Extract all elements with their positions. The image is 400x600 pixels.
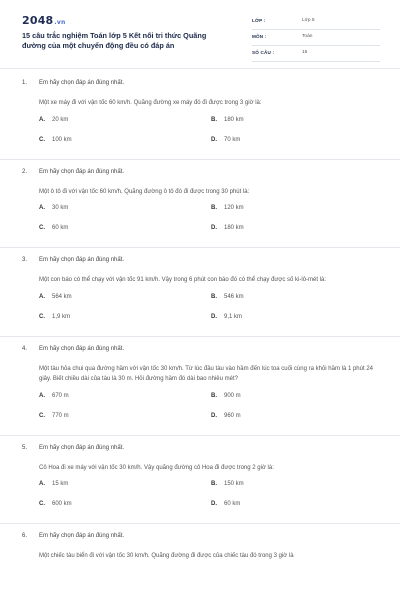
option-letter: C. (39, 501, 45, 507)
option-text: 70 km (224, 136, 241, 143)
question-divider (0, 435, 400, 436)
option-text: 1,9 km (52, 313, 71, 320)
option-letter: B. (211, 293, 217, 300)
option-text: 960 m (224, 412, 241, 419)
question-5 (22, 441, 382, 525)
option-b[interactable] (211, 205, 244, 211)
meta-value: Lớp 5 (302, 18, 315, 23)
option-letter: D. (211, 412, 217, 419)
meta-key: SỐ CÂU : (252, 50, 275, 55)
option-letter: A. (39, 205, 45, 211)
question-header (22, 253, 382, 267)
option-text: 150 km (224, 481, 244, 487)
option-text: 60 km (52, 225, 69, 231)
question-number: 4. (22, 345, 28, 352)
question-header (22, 342, 382, 356)
option-c[interactable] (39, 413, 69, 419)
option-letter: B. (211, 392, 217, 399)
meta-value: 15 (302, 50, 308, 55)
question-4 (22, 342, 382, 436)
option-b[interactable] (211, 481, 244, 487)
question-stem: Một chiếc tàu biển đi với vận tốc 30 km/h. Quãng đường đi được của chiếc tàu đó trong 3 giờ là (39, 553, 294, 559)
question-number: 1. (22, 80, 28, 86)
option-text: 20 km (52, 116, 69, 123)
option-row (39, 413, 382, 433)
option-b[interactable] (211, 393, 241, 399)
answer-options (39, 205, 382, 245)
question-header (22, 441, 382, 455)
worksheet-meta (252, 14, 380, 62)
option-text: 770 m (52, 412, 69, 419)
question-instruction: Em hãy chọn đáp án đúng nhất. (39, 345, 125, 352)
option-a[interactable] (39, 481, 68, 487)
option-letter: D. (211, 225, 217, 231)
option-row (39, 393, 382, 413)
question-header (22, 529, 382, 543)
question-2 (22, 165, 382, 249)
option-row (39, 117, 382, 137)
question-divider (0, 336, 400, 337)
worksheet-header (22, 14, 382, 64)
option-letter: C. (39, 136, 45, 143)
option-letter: C. (39, 313, 45, 320)
option-d[interactable] (211, 137, 240, 143)
option-a[interactable] (39, 205, 68, 211)
option-text: 900 m (224, 392, 241, 399)
question-stem: Cô Hoa đi xe máy với vận tốc 30 km/h. Vậy quãng đường cô Hoa đi được trong 2 giờ là: (39, 464, 274, 471)
meta-row-grade (252, 14, 380, 30)
question-number: 6. (22, 533, 28, 539)
meta-row-count (252, 46, 380, 62)
option-row (39, 314, 382, 334)
option-letter: A. (39, 392, 45, 399)
question-stem: Một tàu hỏa chui qua đường hầm với vận tốc 30 km/h. Từ lúc đầu tàu vào hầm đến lúc toa cuối cùng ra khỏi hầm là 1 phút 24 giây. Biết chiều dài của tàu là 30 m. Hỏi đường hầm đó dài bao nhiêu mét? (39, 365, 373, 382)
meta-key: MÔN : (252, 34, 267, 39)
option-text: 670 m (52, 392, 69, 399)
question-divider (0, 247, 400, 248)
option-row (39, 294, 382, 314)
answer-options (39, 117, 382, 157)
option-row (39, 481, 382, 501)
question-list (22, 76, 382, 562)
option-a[interactable] (39, 294, 72, 300)
question-stem: Một ô tô đi với vận tốc 60 km/h. Quãng đường ô tô đó đi được trong 30 phút là: (39, 188, 250, 195)
option-text: 30 km (52, 205, 69, 211)
meta-row-subject (252, 30, 380, 46)
header-divider (0, 68, 400, 69)
question-header (22, 165, 382, 179)
option-text: 180 km (224, 116, 244, 123)
question-instruction: Em hãy chọn đáp án đúng nhất. (39, 168, 125, 175)
logo-text: 2048 (22, 14, 54, 27)
meta-value: Toán (302, 34, 313, 39)
option-d[interactable] (211, 501, 240, 507)
option-a[interactable] (39, 117, 68, 123)
option-d[interactable] (211, 314, 242, 320)
worksheet-title: 15 câu trắc nghiệm Toán lớp 5 Kết nối tri thức Quãng đường của một chuyển động đều có đáp án (22, 31, 207, 50)
option-c[interactable] (39, 225, 68, 231)
answer-options (39, 393, 382, 433)
option-text: 600 km (52, 501, 72, 507)
meta-key: LỚP : (252, 18, 266, 23)
logo-tld: .vn (54, 19, 66, 26)
option-text: 120 km (224, 205, 244, 211)
option-text: 60 km (224, 501, 241, 507)
question-6 (22, 529, 382, 562)
question-instruction: Em hãy chọn đáp án đúng nhất. (39, 257, 125, 263)
option-letter: B. (211, 481, 217, 487)
option-row (39, 501, 382, 521)
option-letter: B. (211, 116, 217, 123)
option-letter: A. (39, 293, 45, 300)
option-letter: D. (211, 501, 217, 507)
question-instruction: Em hãy chọn đáp án đúng nhất. (39, 533, 125, 539)
option-text: 9,1 km (224, 313, 243, 320)
option-letter: C. (39, 412, 45, 419)
option-letter: B. (211, 205, 217, 211)
question-stem: Một con báo có thể chạy với vận tốc 91 km/h. Vậy trong 6 phút con báo đó có thể chạy được số ki-lô-mét là: (39, 277, 327, 283)
option-a[interactable] (39, 393, 69, 399)
question-instruction: Em hãy chọn đáp án đúng nhất. (39, 80, 125, 86)
option-d[interactable] (211, 413, 241, 419)
option-text: 546 km (224, 293, 244, 300)
question-3 (22, 253, 382, 337)
question-stem: Một xe máy đi với vận tốc 60 km/h. Quãng đường xe máy đó đi được trong 3 giờ là: (39, 100, 262, 106)
option-letter: A. (39, 116, 45, 123)
answer-options (39, 481, 382, 521)
option-d[interactable] (211, 225, 244, 231)
option-row (39, 137, 382, 157)
option-b[interactable] (211, 117, 244, 123)
option-text: 180 km (224, 225, 244, 231)
option-c[interactable] (39, 501, 72, 507)
option-text: 564 km (52, 293, 72, 300)
option-row (39, 225, 382, 245)
question-divider (0, 159, 400, 160)
option-letter: D. (211, 136, 217, 143)
option-letter: C. (39, 225, 45, 231)
option-text: 100 km (52, 136, 72, 143)
option-c[interactable] (39, 314, 70, 320)
option-letter: D. (211, 313, 217, 320)
option-c[interactable] (39, 137, 72, 143)
option-text: 15 km (52, 481, 69, 487)
site-logo[interactable] (22, 14, 65, 27)
question-header (22, 76, 382, 90)
option-b[interactable] (211, 294, 244, 300)
answer-options (39, 294, 382, 334)
option-letter: A. (39, 481, 45, 487)
question-divider (0, 523, 400, 524)
option-row (39, 205, 382, 225)
question-1 (22, 76, 382, 160)
question-number: 5. (22, 444, 28, 451)
question-number: 2. (22, 168, 28, 175)
question-instruction: Em hãy chọn đáp án đúng nhất. (39, 444, 125, 451)
question-number: 3. (22, 257, 28, 263)
